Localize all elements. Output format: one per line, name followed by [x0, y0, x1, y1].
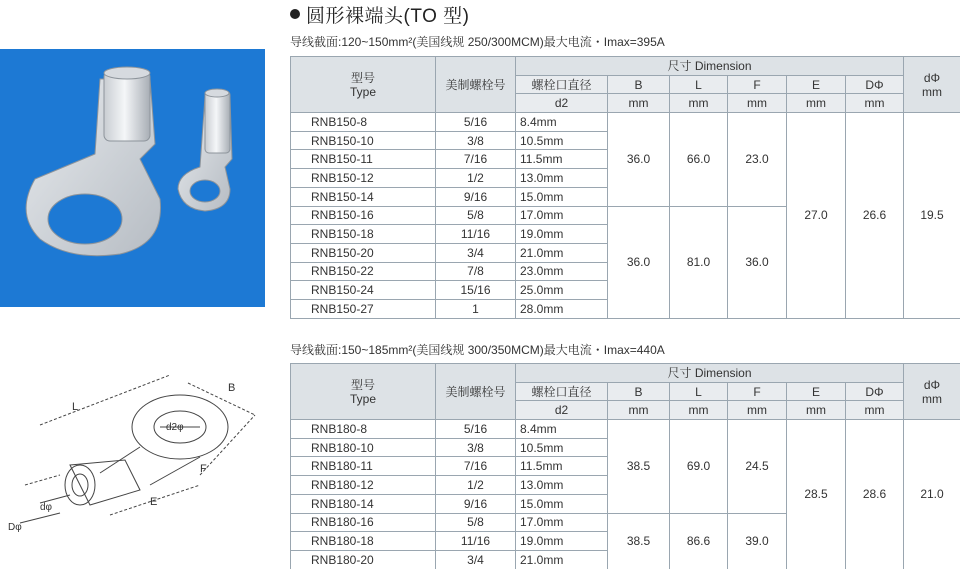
- th-d2-cn: 螺栓口直径: [516, 75, 608, 94]
- s1-DPhi: 26.6: [846, 113, 904, 319]
- s1-groupB-B: 36.0: [608, 206, 670, 318]
- title-bullet-icon: [290, 9, 300, 19]
- label-d2: d2φ: [166, 422, 184, 433]
- th-unit-F: mm: [728, 94, 787, 113]
- th-bolt: 美制螺栓号: [436, 57, 516, 113]
- th-type: 型号 Type: [291, 57, 436, 113]
- label-B: B: [228, 382, 236, 394]
- s1-E: 27.0: [787, 113, 846, 319]
- s1-groupA-F: 23.0: [728, 113, 787, 206]
- th-B-2: B: [608, 382, 670, 401]
- table-row: RNB180-8 5/16 8.4mm 38.5 69.0 24.5 28.5 28.6 21.0: [291, 420, 960, 439]
- s1-groupB-F: 36.0: [728, 206, 787, 318]
- table-row: RNB180-16 5/8 17.0mm 38.5 86.6 39.0: [291, 513, 960, 532]
- table-row: RNB180-20 3/4 21.0mm: [291, 550, 960, 569]
- spec-table-1: [290, 56, 960, 319]
- th-type-2: 型号 Type: [291, 364, 436, 420]
- table-row: RNB150-18 11/16 19.0mm: [291, 225, 960, 244]
- th-DPhi: DΦ: [846, 75, 904, 94]
- table-row: RNB180-11 7/16 11.5mm: [291, 457, 960, 476]
- s2-groupA-F: 24.5: [728, 420, 787, 513]
- table-row: RNB180-14 9/16 15.0mm: [291, 494, 960, 513]
- th-F: F: [728, 75, 787, 94]
- label-dphi: dφ: [40, 502, 53, 513]
- th-L: L: [670, 75, 728, 94]
- th-dimension-2: 尺寸 Dimension: [516, 364, 904, 383]
- s1-groupA-B: 36.0: [608, 113, 670, 206]
- table-row: RNB150-27 1 28.0mm: [291, 299, 960, 318]
- label-Dphi: Dφ: [8, 522, 22, 533]
- table-row: RNB180-18 11/16 19.0mm: [291, 532, 960, 551]
- table-row: RNB150-20 3/4 21.0mm: [291, 243, 960, 262]
- s2-groupA-L: 69.0: [670, 420, 728, 513]
- th-dphi-small: dΦ mm: [904, 57, 960, 113]
- table-row: RNB150-16 5/8 17.0mm 36.0 81.0 36.0: [291, 206, 960, 225]
- dimension-diagram: [0, 365, 270, 565]
- th-dphi-small-2: dΦ mm: [904, 364, 960, 420]
- th-bolt-2: 美制螺栓号: [436, 364, 516, 420]
- th-d2-cn-2: 螺栓口直径: [516, 382, 608, 401]
- table-row: RNB150-24 15/16 25.0mm: [291, 281, 960, 300]
- product-photo: [0, 49, 265, 307]
- table-row: RNB150-8 5/16 8.4mm 36.0 66.0 23.0 27.0 26.6 19.5: [291, 113, 960, 132]
- table-row: RNB180-12 1/2 13.0mm: [291, 476, 960, 495]
- th-dimension: 尺寸 Dimension: [516, 57, 904, 76]
- th-unit-B-2: mm: [608, 401, 670, 420]
- page-title: [290, 2, 469, 26]
- th-unit-L-2: mm: [670, 401, 728, 420]
- section2-caption: 导线截面:150~185mm²(美国线规 300/350MCM)最大电流・Imax=440A: [290, 343, 665, 357]
- section1-caption: 导线截面:120~150mm²(美国线规 250/300MCM)最大电流・Imax=395A: [290, 35, 665, 49]
- th-unit-DPhi-2: mm: [846, 401, 904, 420]
- s2-groupA-B: 38.5: [608, 420, 670, 513]
- th-L-2: L: [670, 382, 728, 401]
- th-unit-E: mm: [787, 94, 846, 113]
- page-title-text: 圆形裸端头(TO 型): [306, 5, 470, 27]
- th-unit-F-2: mm: [728, 401, 787, 420]
- th-F-2: F: [728, 382, 787, 401]
- table-row: RNB180-10 3/8 10.5mm: [291, 438, 960, 457]
- label-L: L: [72, 401, 79, 413]
- th-E: E: [787, 75, 846, 94]
- th-B: B: [608, 75, 670, 94]
- label-E: E: [150, 496, 158, 508]
- s1-groupB-L: 81.0: [670, 206, 728, 318]
- th-E-2: E: [787, 382, 846, 401]
- s1-dPhi: 19.5: [904, 113, 960, 319]
- table-row: RNB150-14 9/16 15.0mm: [291, 187, 960, 206]
- th-d2-2: d2: [516, 401, 608, 420]
- th-unit-L: mm: [670, 94, 728, 113]
- ring-terminal-photo-icon: [0, 49, 265, 307]
- th-d2: d2: [516, 94, 608, 113]
- s2-DPhi: 28.6: [846, 420, 904, 569]
- s2-groupB-B: 38.5: [608, 513, 670, 569]
- table-row: RNB150-10 3/8 10.5mm: [291, 131, 960, 150]
- s2-dPhi: 21.0: [904, 420, 960, 569]
- s2-groupB-F: 39.0: [728, 513, 787, 569]
- s2-groupB-L: 86.6: [670, 513, 728, 569]
- th-unit-DPhi: mm: [846, 94, 904, 113]
- table-row: RNB150-11 7/16 11.5mm: [291, 150, 960, 169]
- th-DPhi-2: DΦ: [846, 382, 904, 401]
- table-row: RNB150-22 7/8 23.0mm: [291, 262, 960, 281]
- table-row: RNB150-12 1/2 13.0mm: [291, 169, 960, 188]
- th-unit-E-2: mm: [787, 401, 846, 420]
- spec-table-2: [290, 363, 960, 569]
- th-unit-B: mm: [608, 94, 670, 113]
- s1-groupA-L: 66.0: [670, 113, 728, 206]
- s2-E: 28.5: [787, 420, 846, 569]
- ring-terminal-diagram-icon: [0, 365, 270, 565]
- label-F: F: [200, 463, 207, 475]
